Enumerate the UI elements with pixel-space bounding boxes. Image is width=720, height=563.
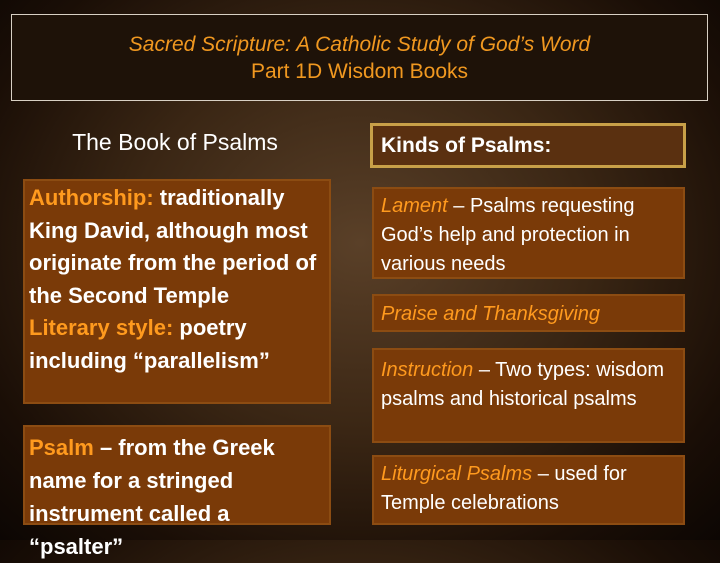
liturgical-text: – used for Temple celebrations — [381, 463, 627, 514]
instruction-text: – Two types: wisdom psalms and historical psalms — [381, 359, 665, 410]
authorship-box — [23, 179, 331, 404]
slide-subtitle: Part 1D Wisdom Books — [250, 59, 469, 83]
lament-text: – Psalms requesting God’s help and protection in various needs — [381, 195, 635, 275]
lament-box — [372, 187, 685, 279]
psalm-text: – from the Greek name for a stringed instrument called a “psalter” — [29, 435, 275, 559]
praise-label: Praise and Thanksgiving — [381, 303, 601, 325]
instruction-label: Instruction — [381, 359, 474, 381]
literary-style-text: poetry including “parallelism” — [29, 315, 270, 373]
psalm-label: Psalm — [29, 435, 94, 460]
liturgical-box — [372, 455, 685, 525]
lament-label: Lament — [381, 195, 448, 217]
authorship-label: Authorship: — [29, 185, 154, 210]
literary-style-label: Literary style: — [29, 315, 174, 340]
instruction-box — [372, 348, 685, 443]
authorship-text: traditionally King David, although most originate from the period of the Second Temple — [29, 185, 317, 308]
praise-box — [372, 294, 685, 332]
liturgical-label: Liturgical Psalms — [381, 463, 533, 485]
psalm-definition-box — [23, 425, 331, 559]
slide-title-box — [11, 14, 708, 101]
slide-title: Sacred Scripture: A Catholic Study of God’s Word — [128, 32, 591, 56]
psalms-heading: The Book of Psalms — [72, 129, 278, 155]
kinds-of-psalms-heading: Kinds of Psalms: — [370, 123, 686, 168]
